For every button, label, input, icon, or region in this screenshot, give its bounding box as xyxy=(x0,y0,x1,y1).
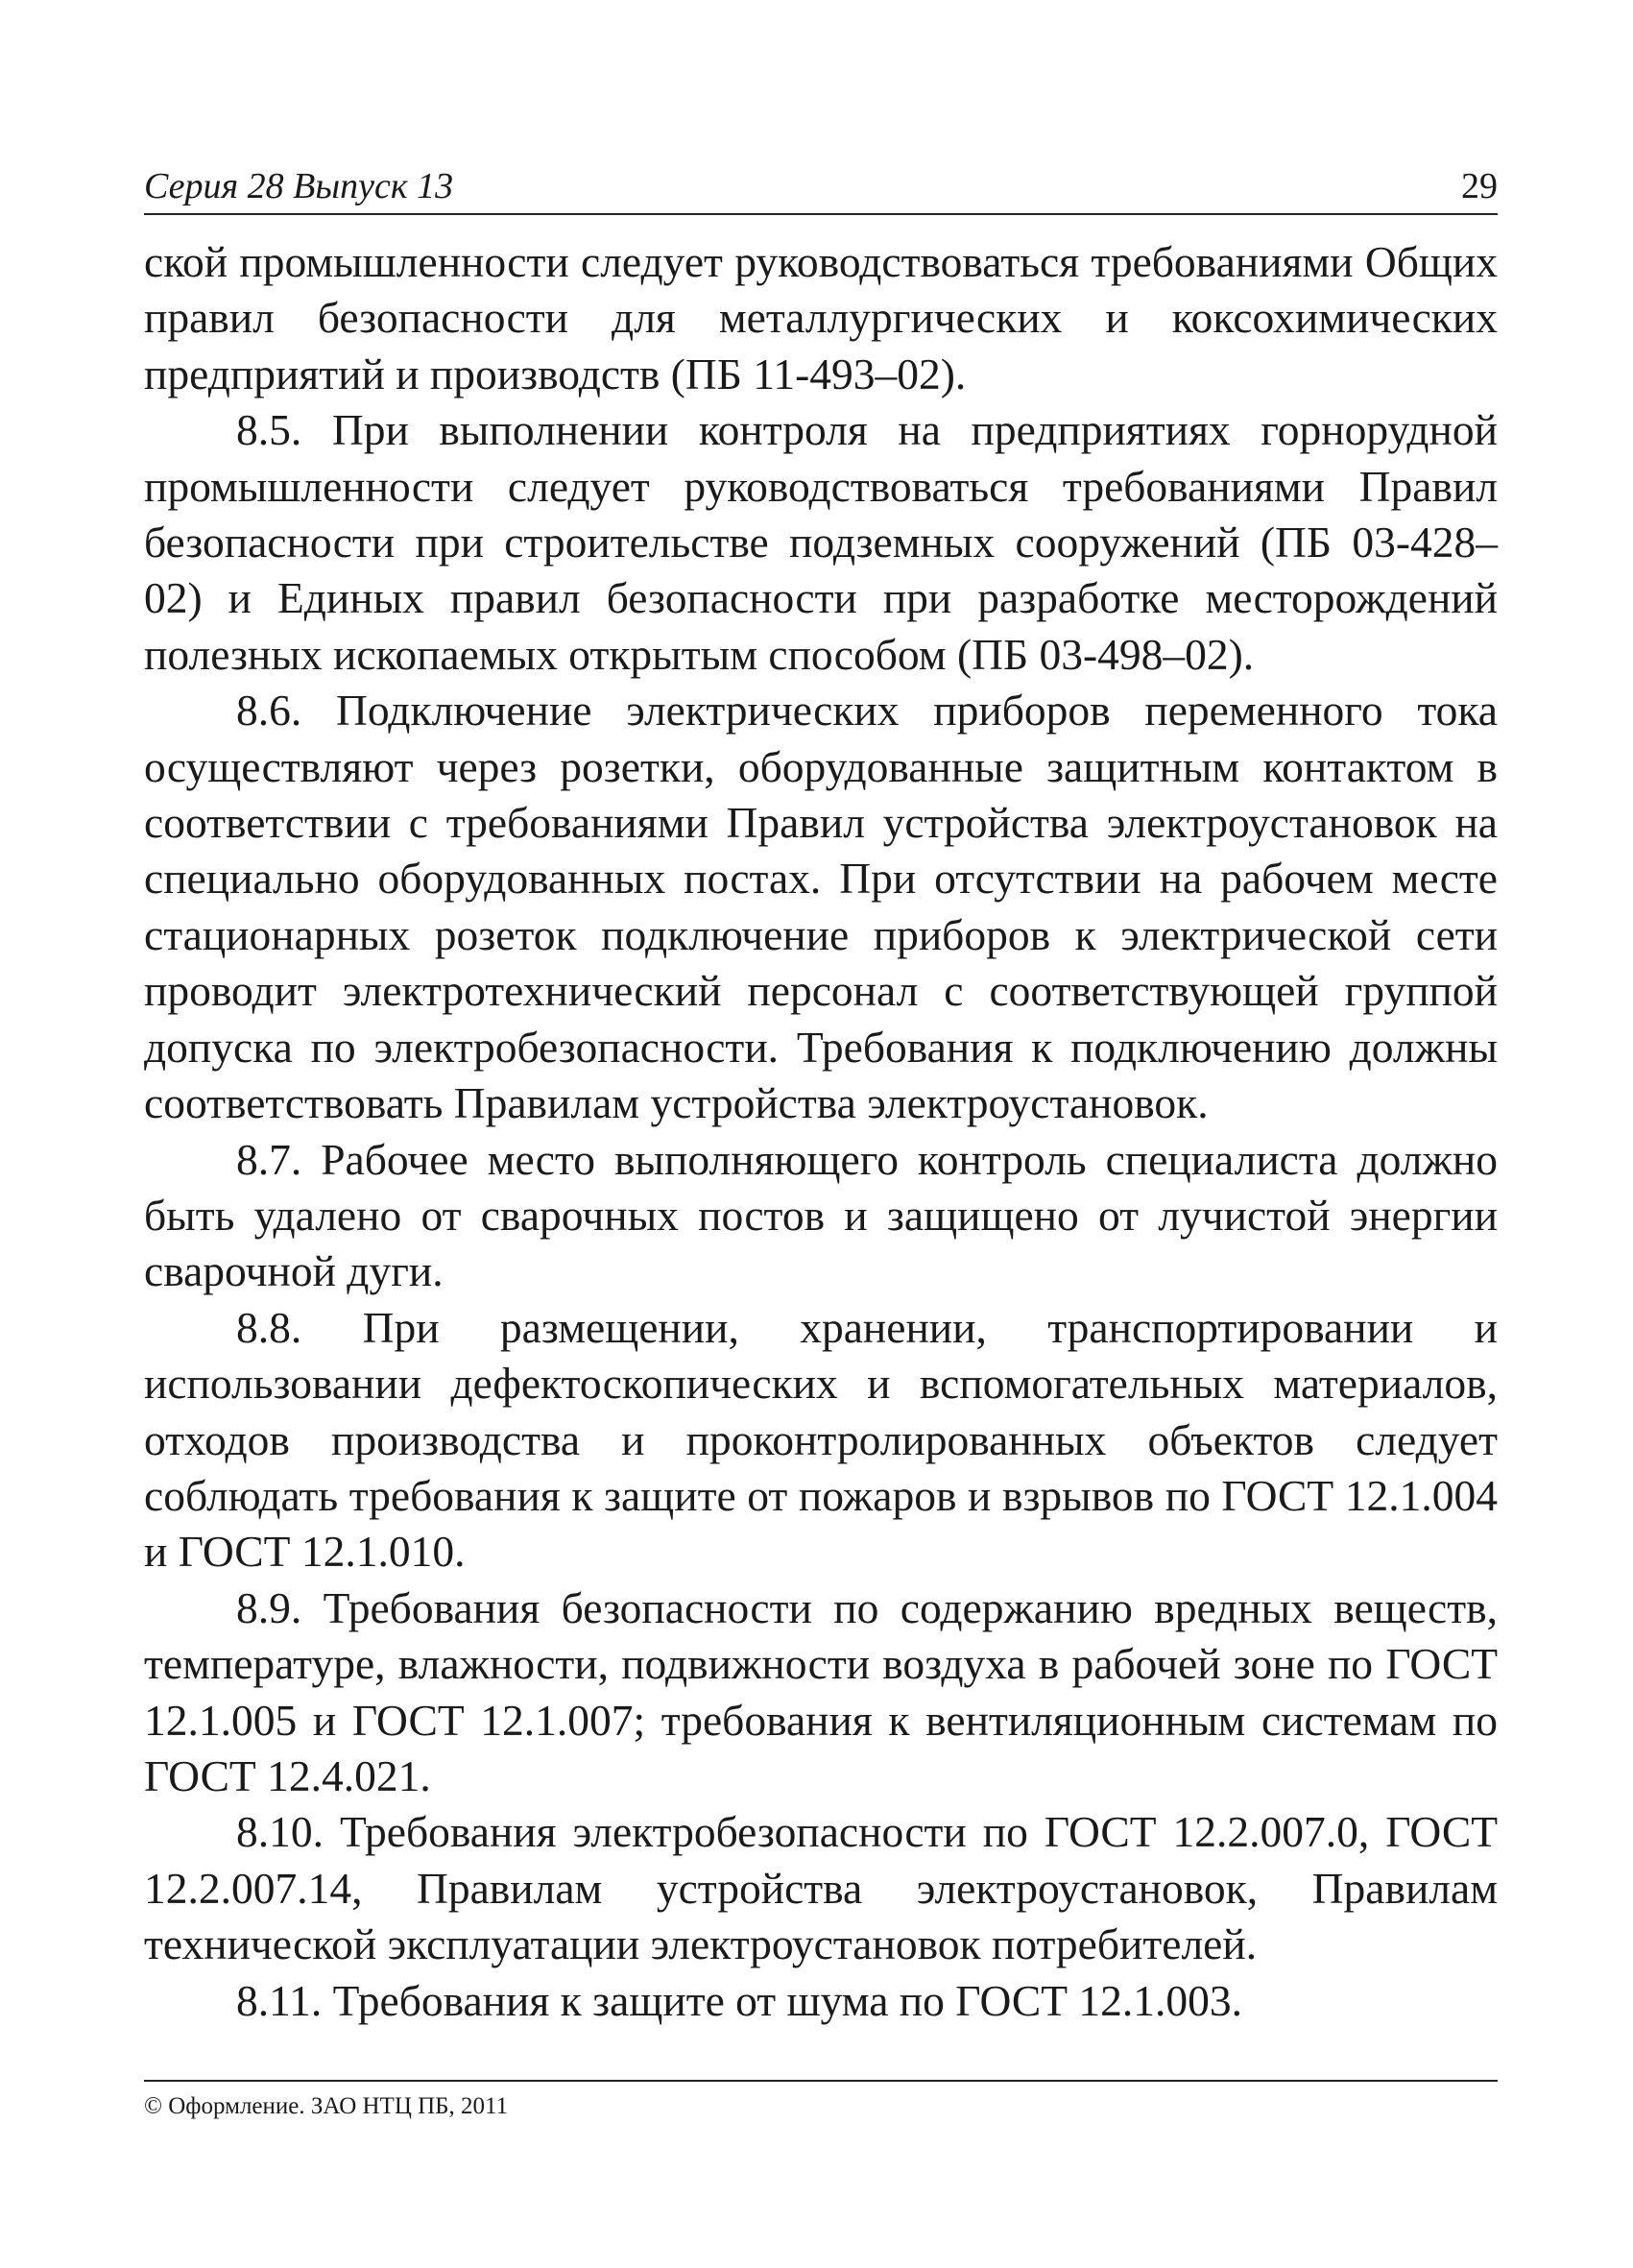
page-number: 29 xyxy=(1461,166,1498,206)
running-header xyxy=(144,165,1498,215)
paragraph-8-8: 8.8. При размещении, хранении, транспортировании и использовании дефектоскопических и вспомогательных материалов, отходов производства и проконтролированных объектов следует соблюдать требования к защите от пожаров и взрывов по ГОСТ 12.1.004 и ГОСТ 12.1.010. xyxy=(144,1302,1498,1577)
paragraph-8-9: 8.9. Требования безопасности по содержанию вредных веществ, температуре, влажности, подвижности воздуха в рабочей зоне по ГОСТ 12.1.005 и ГОСТ 12.1.007; требования к вентиляционным системам по ГОСТ 12.4.021. xyxy=(144,1582,1498,1800)
paragraph-8-11: 8.11. Требования к защите от шума по ГОСТ 12.1.003. xyxy=(236,1975,1243,2025)
body-text xyxy=(144,234,1498,2029)
paragraph-8-10: 8.10. Требования электробезопасности по ГОСТ 12.2.007.0, ГОСТ 12.2.007.14, Правилам устройства электроустановок, Правилам технической эксплуатации электроустановок потребителей. xyxy=(144,1807,1498,1969)
paragraph-8-6: 8.6. Подключение электрических приборов переменного тока осуществляют через розетки, оборудованные защитным контактом в соответствии с требованиями Правил устройства электроустановок на специально оборудованных постах. При отсутствии на рабочем месте стационарных розеток подключение приборов к электрической сети проводит электротехнический персонал с соответствующей группой допуска по электробезопасности. Требования к подключению должны соответствовать Правилам устройства электроустановок. xyxy=(144,686,1498,1128)
paragraph-continuation: ской промышленности следует руководствоваться требованиями Общих правил безопасности для металлургических и коксохимических предприятий и производств (ПБ 11-493–02). xyxy=(144,237,1498,398)
series-title: Серия 28 Выпуск 13 xyxy=(144,166,454,206)
paragraph-8-5: 8.5. При выполнении контроля на предприятиях горнорудной промышленности следует руководствоваться требованиями Правил безопасности при строительстве подземных сооружений (ПБ 03-428–02) и Единых правил безопасности при разработке месторождений полезных ископаемых открытым способом (ПБ 03-498–02). xyxy=(144,405,1498,679)
page-footer xyxy=(144,2080,1498,2120)
copyright-notice: © Оформление. ЗАО НТЦ ПБ, 2011 xyxy=(144,2093,509,2119)
paragraph-8-7: 8.7. Рабочее место выполняющего контроль специалиста должно быть удалено от сварочных постов и защищено от лучистой энергии сварочной дуги. xyxy=(144,1134,1498,1296)
